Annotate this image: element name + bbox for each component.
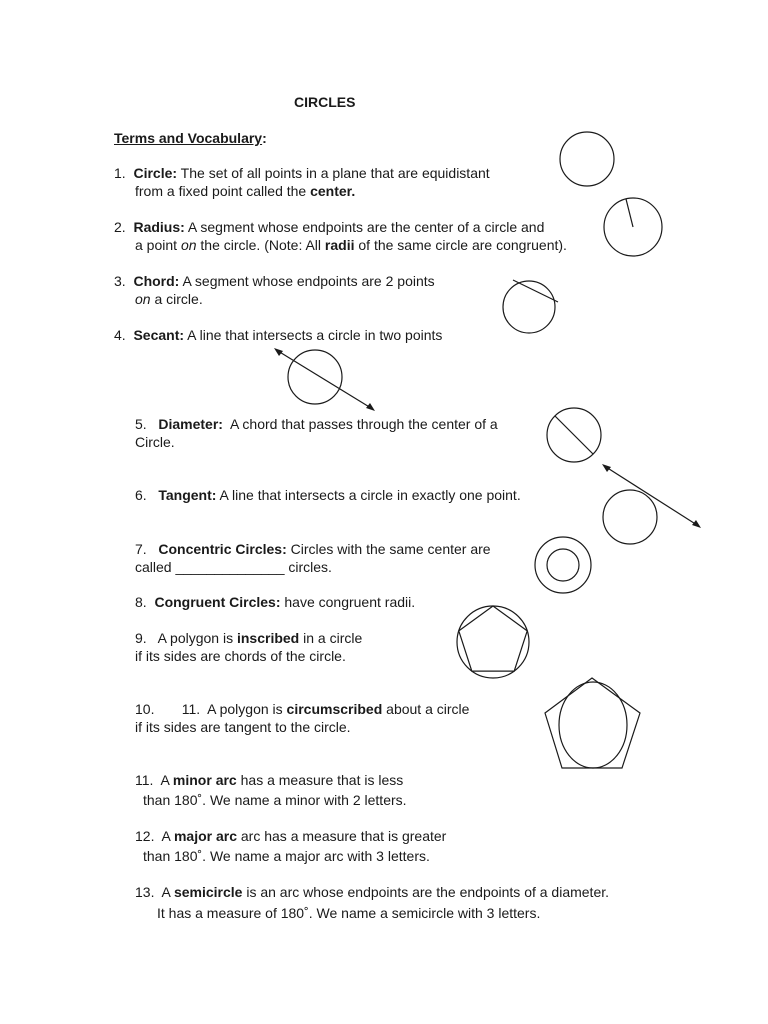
term-semicircle: semicircle — [173, 884, 243, 900]
definition-text: A segment whose endpoints are the center of a circle and — [184, 219, 545, 235]
item-minor-arc-line2: than 180˚. We name a minor with 2 letters. — [143, 792, 407, 808]
concentric-circles-figure — [535, 537, 591, 593]
definition-text: The set of all points in a plane that are equidistant — [177, 165, 490, 181]
item-inscribed-line2: if its sides are chords of the circle. — [135, 648, 346, 664]
circle-figure — [560, 132, 614, 186]
term-radius: Radius: — [133, 219, 185, 235]
definition-text: A segment whose endpoints are 2 points — [179, 273, 435, 289]
item-semicircle-line2: It has a measure of 180˚. We name a semicircle with 3 letters. — [157, 905, 541, 921]
item-number: 6. — [135, 487, 147, 503]
page-title: CIRCLES — [294, 94, 356, 110]
tangent-figure — [602, 464, 701, 544]
definition-text: of the same circle are congruent). — [354, 237, 567, 253]
definition-text: about a circle — [382, 701, 470, 717]
item-number: 4. — [114, 327, 126, 343]
definition-text: from a fixed point called the — [135, 183, 311, 199]
item-number: 10. — [135, 701, 155, 717]
term-minor-arc: minor arc — [172, 772, 237, 788]
term-congruent-circles: Congruent Circles: — [154, 594, 281, 610]
definition-text: is an arc whose endpoints are the endpoints of a diameter. — [242, 884, 610, 900]
definition-text: A polygon is — [157, 630, 237, 646]
item-number: 7. — [135, 541, 147, 557]
term-major-arc: major arc — [173, 828, 237, 844]
definition-text: A — [161, 828, 174, 844]
definition-text: arc has a measure that is greater — [237, 828, 447, 844]
term-inscribed: inscribed — [236, 630, 300, 646]
term-radii: radii — [324, 237, 355, 253]
item-major-arc-line2: than 180˚. We name a major arc with 3 letters. — [143, 848, 430, 864]
item-diameter-line2: Circle. — [135, 434, 175, 450]
radius-figure — [604, 198, 662, 256]
term-tangent: Tangent: — [158, 487, 217, 503]
definition-text: a point — [135, 237, 181, 253]
emphasis-on: on — [135, 291, 151, 307]
definition-text: A chord that passes through the center of a — [226, 416, 498, 432]
definition-text: has a measure that is less — [236, 772, 404, 788]
item-concentric-line2: called ______________ circles. — [135, 559, 332, 575]
section-heading-text: Terms and Vocabulary — [114, 130, 263, 146]
term-circle: Circle: — [133, 165, 178, 181]
section-heading-colon: : — [262, 130, 267, 146]
definition-text: in a circle — [299, 630, 363, 646]
term-center: center. — [310, 183, 356, 199]
secant-figure — [274, 348, 375, 411]
inscribed-pentagon-figure — [457, 606, 529, 678]
item-number: 8. — [135, 594, 147, 610]
item-number: 12. — [135, 828, 155, 844]
definition-text: Circles with the same center are — [286, 541, 491, 557]
item-number: 2. — [114, 219, 126, 235]
term-concentric-circles: Concentric Circles: — [158, 541, 287, 557]
term-circumscribed: circumscribed — [286, 701, 383, 717]
item-number: 11. — [135, 772, 154, 788]
diameter-figure — [547, 408, 601, 462]
item-number-secondary: 11. — [181, 701, 201, 717]
term-diameter: Diameter: — [158, 416, 223, 432]
definition-text: A — [160, 772, 173, 788]
item-number: 13. — [135, 884, 155, 900]
item-number: 3. — [114, 273, 126, 289]
item-circumscribed-line2: if its sides are tangent to the circle. — [135, 719, 351, 735]
term-secant: Secant: — [133, 327, 185, 343]
term-chord: Chord: — [133, 273, 180, 289]
definition-text: A line that intersects a circle in two points — [184, 327, 443, 343]
definition-text: have congruent radii. — [280, 594, 416, 610]
definition-text: A — [161, 884, 174, 900]
emphasis-on: on — [180, 237, 197, 253]
definition-text: a circle. — [150, 291, 203, 307]
item-number: 1. — [114, 165, 126, 181]
item-number: 5. — [135, 416, 147, 432]
chord-figure — [503, 280, 558, 333]
definition-text: A line that intersects a circle in exactly one point. — [216, 487, 521, 503]
definition-text: A polygon is — [207, 701, 287, 717]
item-number: 9. — [135, 630, 147, 646]
definition-text: the circle. (Note: All — [196, 237, 325, 253]
circumscribed-pentagon-figure — [545, 678, 640, 768]
